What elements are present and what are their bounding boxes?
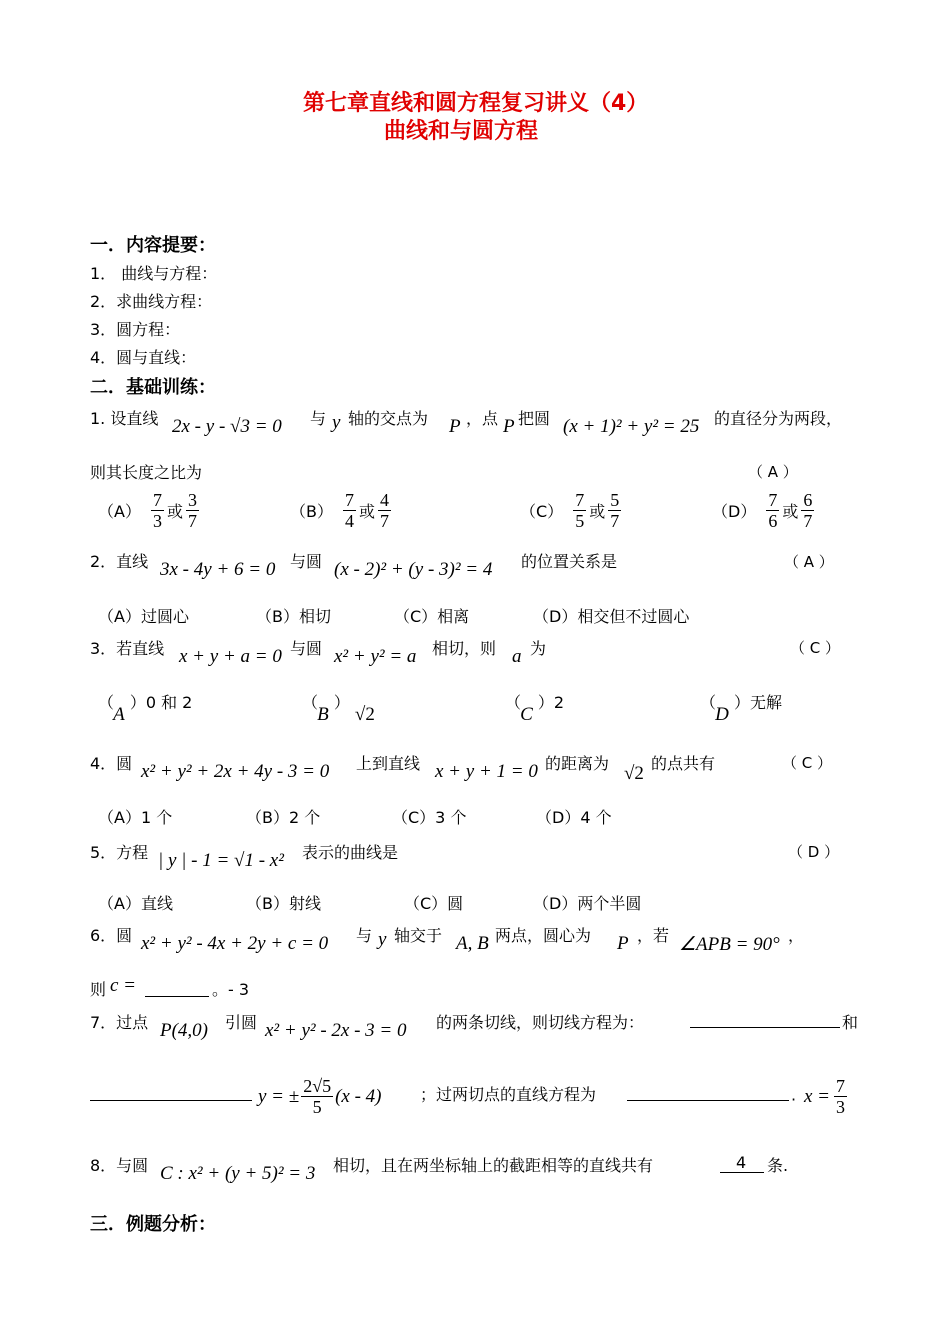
option-label: （B） <box>290 502 333 521</box>
option-letter: D <box>715 704 729 725</box>
q2-circle-equation: (x - 2)² + (y - 3)² = 4 <box>334 559 493 580</box>
q2-option-b: （B）相切 <box>256 607 331 626</box>
q4-prefix: 4．圆 <box>90 754 133 773</box>
option-value: √2 <box>354 704 375 725</box>
q6-prefix: 6．圆 <box>90 926 133 945</box>
option-label: （A） <box>98 502 141 521</box>
option-letter: A <box>113 704 125 725</box>
summary-item: 3．圆方程： <box>90 320 181 339</box>
q6-text: ， <box>788 926 805 945</box>
q4-text: 上到直线 <box>356 754 421 773</box>
option-letter: C <box>520 704 533 725</box>
section-heading-summary: 一．内容提要： <box>90 235 216 256</box>
answer-text: y = ± <box>258 1085 300 1107</box>
option-text: ）2 <box>537 693 565 712</box>
q5-text: 表示的曲线是 <box>302 843 399 862</box>
q7-answer-blank <box>90 1100 252 1101</box>
q6-answer: 。- 3 <box>212 980 250 999</box>
q5-option-a: （A）直线 <box>98 894 173 913</box>
q6-var: y <box>378 929 387 950</box>
q2-answer: （ A ） <box>784 553 834 571</box>
q6-points: A, B <box>456 933 489 954</box>
q8-answer-blank <box>720 1172 764 1173</box>
fraction: $\frac{4}{7}$ <box>380 490 389 531</box>
q3-var: a <box>512 646 522 667</box>
q6-var: P <box>617 933 629 954</box>
q1-prefix: 1. 设直线 <box>90 409 159 428</box>
q3-text: 为 <box>530 639 547 658</box>
fraction: $\frac{7}{6}$ <box>768 490 778 531</box>
answer-text: x = <box>804 1085 831 1107</box>
option-text: ） <box>333 693 350 712</box>
q7-point: P(4,0) <box>160 1020 209 1041</box>
q7-prefix: 7．过点 <box>90 1013 149 1032</box>
q8-text: 条. <box>767 1156 789 1175</box>
q2-text: 的位置关系是 <box>521 552 618 571</box>
q1-text: 把圆 <box>518 409 551 428</box>
option-label: （C） <box>520 502 564 521</box>
q6-angle: ∠APB = 90° <box>679 934 780 955</box>
fraction: $\frac{6}{7}$ <box>803 490 813 531</box>
q4-text: 的点共有 <box>651 754 716 773</box>
q7-text: 引圆 <box>225 1013 258 1032</box>
q1-text: 与 <box>310 409 327 428</box>
q4-distance: √2 <box>624 763 644 784</box>
q1-var: P <box>449 416 461 437</box>
paren: （ <box>700 693 717 712</box>
q4-option-b: （B）2 个 <box>246 808 321 827</box>
summary-item: 1． 曲线与方程： <box>90 264 218 283</box>
q2-option-d: （D）相交但不过圆心 <box>533 607 690 626</box>
q8-prefix: 8．与圆 <box>90 1156 149 1175</box>
q6-text: ，若 <box>637 926 670 945</box>
answer-text: (x - 4) <box>335 1085 382 1107</box>
option-text: ）0 和 2 <box>129 693 193 712</box>
q4-answer: （ C ） <box>782 754 833 772</box>
q3-prefix: 3．若直线 <box>90 639 165 658</box>
q2-option-a: （A）过圆心 <box>98 607 189 626</box>
q6-text: 两点，圆心为 <box>495 926 592 945</box>
option-or: 或 <box>782 502 799 521</box>
q1-answer: （ A ） <box>748 463 798 481</box>
q4-option-d: （D）4 个 <box>536 808 612 827</box>
q3-text: 相切，则 <box>432 639 497 658</box>
fraction: $\frac{5}{7}$ <box>610 490 620 531</box>
q3-option-a <box>98 690 193 725</box>
fraction: $\frac{7}{3}$ <box>836 1076 846 1117</box>
q3-circle-equation: x² + y² = a <box>334 646 417 667</box>
q8-circle-equation: C : x² + (y + 5)² = 3 <box>160 1163 316 1184</box>
section-heading-examples: 三．例题分析： <box>90 1214 216 1235</box>
summary-item: 4．圆与直线： <box>90 348 197 367</box>
document-subtitle: 曲线和与圆方程 <box>384 119 539 144</box>
summary-item: 2．求曲线方程： <box>90 292 213 311</box>
q5-answer: （ D ） <box>788 843 840 861</box>
q4-circle-equation: x² + y² + 2x + 4y - 3 = 0 <box>141 761 330 782</box>
q7-answer-blank <box>690 1027 840 1028</box>
option-or: 或 <box>166 502 183 521</box>
q3-text: 与圆 <box>290 639 323 658</box>
fraction: $\frac{7}{5}$ <box>575 490 585 531</box>
q7-answer-blank <box>627 1100 789 1101</box>
q7-text: 和 <box>842 1013 859 1032</box>
q1-option-b <box>290 490 391 531</box>
q4-option-a: （A）1 个 <box>98 808 173 827</box>
q7-text: 的两条切线，则切线方程为： <box>436 1013 645 1032</box>
q5-option-b: （B）射线 <box>246 894 321 913</box>
q1-var: y <box>332 412 341 433</box>
q2-option-c: （C）相离 <box>394 607 470 626</box>
q8-answer: 4 <box>736 1153 747 1172</box>
fraction: $\frac{7}{4}$ <box>344 490 354 531</box>
q4-text: 的距离为 <box>545 754 610 773</box>
q6-var: c = <box>110 975 137 996</box>
q3-answer: （ C ） <box>790 639 841 657</box>
paren: （ <box>302 693 319 712</box>
q2-prefix: 2．直线 <box>90 552 149 571</box>
paren: （ <box>98 693 115 712</box>
q8-text: 相切，且在两坐标轴上的截距相等的直线共有 <box>333 1156 654 1175</box>
q1-var: P <box>503 416 515 437</box>
q7-circle-equation: x² + y² - 2x - 3 = 0 <box>265 1020 407 1041</box>
document-title: 第七章直线和圆方程复习讲义（4） <box>303 91 649 116</box>
q3-option-b <box>302 690 375 725</box>
q2-line-equation: 3x - 4y + 6 = 0 <box>160 559 276 580</box>
q1-option-a <box>98 490 199 531</box>
q1-text: 则其长度之比为 <box>90 463 203 482</box>
q5-prefix: 5．方程 <box>90 843 149 862</box>
option-or: 或 <box>358 502 375 521</box>
q4-option-c: （C）3 个 <box>392 808 467 827</box>
q6-circle-equation: x² + y² - 4x + 2y + c = 0 <box>141 933 329 954</box>
q3-option-d <box>700 690 782 725</box>
q2-text: 与圆 <box>290 552 323 571</box>
q5-option-d: （D）两个半圆 <box>533 894 642 913</box>
section-heading-practice: 二．基础训练： <box>90 377 216 398</box>
q1-option-c <box>520 490 621 531</box>
q7-text: ；过两切点的直线方程为 <box>420 1085 597 1104</box>
q6-text: 则 <box>90 980 107 999</box>
option-text: ）无解 <box>733 693 782 712</box>
q7-chord-answer <box>804 1076 847 1117</box>
q5-option-c: （C）圆 <box>404 894 464 913</box>
q7-text: · <box>791 1090 797 1109</box>
q1-text: ，点 <box>466 409 499 428</box>
option-label: （D） <box>712 502 757 521</box>
q6-text: 轴交于 <box>394 926 443 945</box>
q1-text: 的直径分为两段， <box>714 409 843 428</box>
q1-circle-equation: (x + 1)² + y² = 25 <box>563 416 700 437</box>
q5-equation: | y | - 1 = √1 - x² <box>158 850 284 871</box>
option-or: 或 <box>589 502 606 521</box>
q7-tangent-answer <box>258 1076 382 1117</box>
q6-answer-blank <box>145 996 209 997</box>
q1-option-d <box>712 490 814 531</box>
option-letter: B <box>317 704 329 725</box>
q1-text: 轴的交点为 <box>348 409 429 428</box>
q3-line-equation: x + y + a = 0 <box>179 646 282 667</box>
q4-line-equation: x + y + 1 = 0 <box>435 761 538 782</box>
fraction: $\frac{7}{3}$ <box>152 490 162 531</box>
q6-text: 与 <box>356 926 373 945</box>
q3-option-c <box>505 690 565 725</box>
paren: （ <box>505 693 522 712</box>
fraction: $\frac{2√5}{5}$ <box>303 1076 332 1117</box>
fraction: $\frac{3}{7}$ <box>187 490 197 531</box>
q1-line-equation: 2x - y - √3 = 0 <box>172 416 282 437</box>
